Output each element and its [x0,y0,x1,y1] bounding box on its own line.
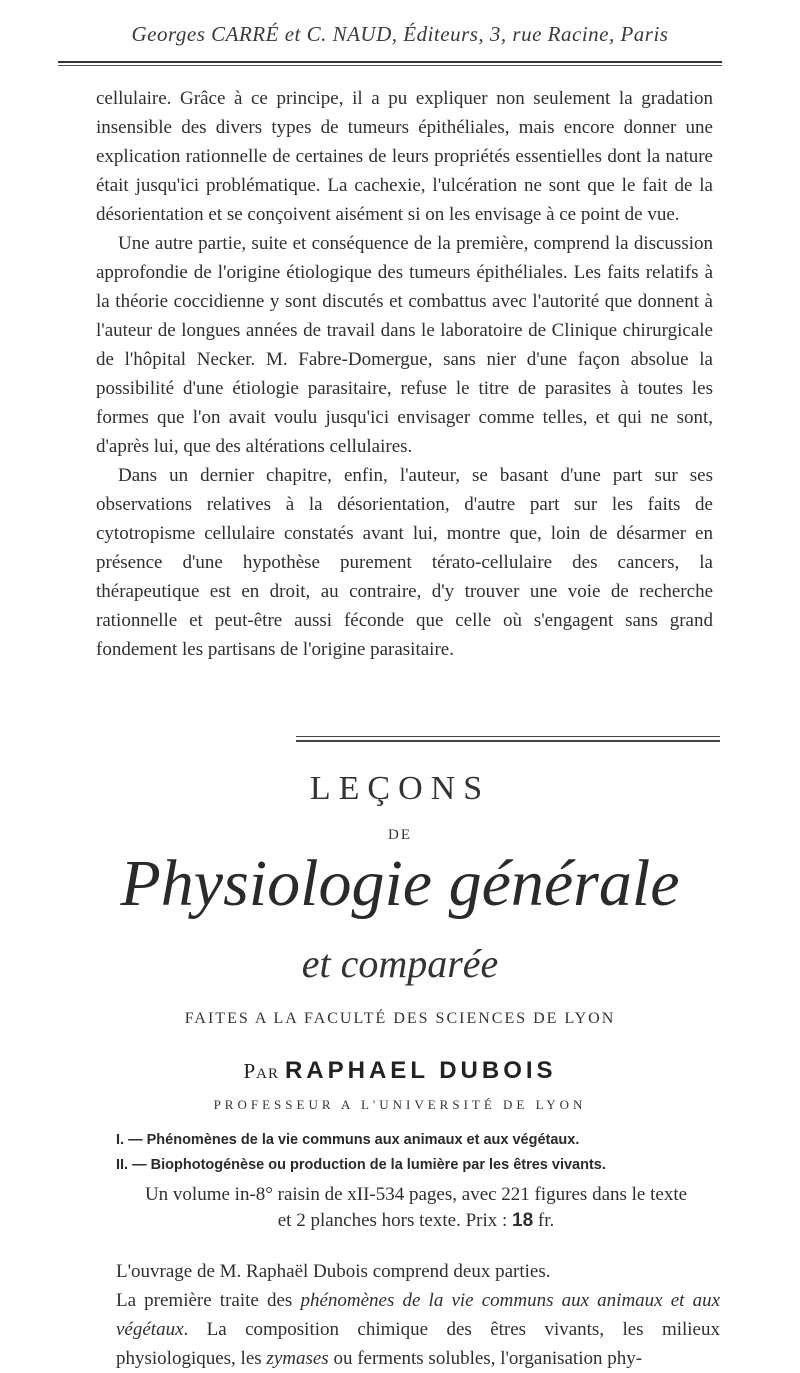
price-unit: fr. [537,1210,555,1231]
paragraph-1: cellulaire. Grâce à ce principe, il a pu expliquer non seulement la gradation insensible des divers types de tumeurs épithéliales, mais encore donner une explication rationnelle de certaines de leurs propriétés essentielles dont la nature était jusqu'ici problématique. La cachexie, l'ulcération ne sont que le fait de la désorientation et se conçoivent aisément si on les envisage à ce point de vue. [96,88,713,225]
volume-line-2 [116,1208,716,1234]
description-paragraph [116,1286,720,1373]
paragraph-3: Dans un dernier chapitre, enfin, l'auteur, se basant d'une part sur ses observations relatives à la désorientation, d'autre part sur les faits de cytotropisme cellulaire constatés avant lui, montre que, loin de désarmer en présence d'une hypothèse purement térato-cellulaire des cancers, la thérapeutique est en droit, au contraire, d'y trouver une voie de recherche rationnelle et peut-être aussi féconde que celle où s'engagent sans grand fondement les partisans de l'origine parasitaire. [96,465,713,660]
body-text [96,84,713,664]
paragraph-2: Une autre partie, suite et conséquence de la première, comprend la discussion approfondie de l'origine étiologique des tumeurs épithéliales. Les faits relatifs à la théorie coccidienne y sont discutés et combattus avec l'autorité que donnent à l'auteur de longues années de travail dans le laboratoire de Clinique chirurgicale de l'hôpital Necker. M. Fabre-Domergue, sans nier d'une façon absolue la possibilité d'une étiologie parasitaire, refuse le titre de parasites à toutes les formes que l'on avait voulu jusqu'ici envisager comme telles, et qui ne sont, d'après lui, que des altérations cellulaires. [96,233,713,457]
desc-text-c: ou ferments solubles, l'organisation phy- [333,1348,643,1369]
author-line [0,1057,800,1085]
volume-line-1: Un volume in-8° raisin de xII-534 pages, avec 221 figures dans le texte [144,1184,688,1205]
volume-info [116,1182,716,1234]
description-line-1: L'ouvrage de M. Raphaël Dubois comprend deux parties. [116,1261,551,1282]
faculty-line: FAITES A LA FACULTÉ DES SCIENCES DE LYON [184,1010,616,1027]
description [116,1257,720,1373]
parts-list [116,1128,736,1178]
lecons-heading: LEÇONS [309,770,491,807]
section-divider-thick [296,740,720,742]
volume-line-2-text: et 2 planches hors texte. Prix : [277,1210,508,1231]
professor-line: PROFESSEUR A L'UNIVERSITÉ DE LYON [213,1097,587,1112]
price-value: 18 [512,1210,534,1231]
author-name: RAPHAEL DUBOIS [284,1057,557,1084]
part-item: I. — Phénomènes de la vie communs aux animaux et aux végétaux. [116,1132,580,1148]
section-divider [296,736,720,737]
par-label: Par [243,1059,279,1083]
desc-italic-a: phénomènes de la vie communs aux animaux et aux végétaux [116,1290,721,1340]
header-rule [58,61,722,63]
desc-italic-b: zymases [266,1348,329,1369]
de-label: DE [388,827,412,843]
header-rule-thin [58,65,722,66]
desc-text-b: . La composition chimique des êtres vivants, les milieux physiologiques, les [116,1319,720,1369]
desc-text-a: La première traite des [116,1290,293,1311]
publisher-header: Georges CARRÉ et C. NAUD, Éditeurs, 3, rue Racine, Paris [131,22,669,46]
book-title: Physiologie générale [120,847,680,920]
book-subtitle: et comparée [301,941,499,986]
part-item: II. — Biophotogénèse ou production de la lumière par les êtres vivants. [116,1157,606,1173]
